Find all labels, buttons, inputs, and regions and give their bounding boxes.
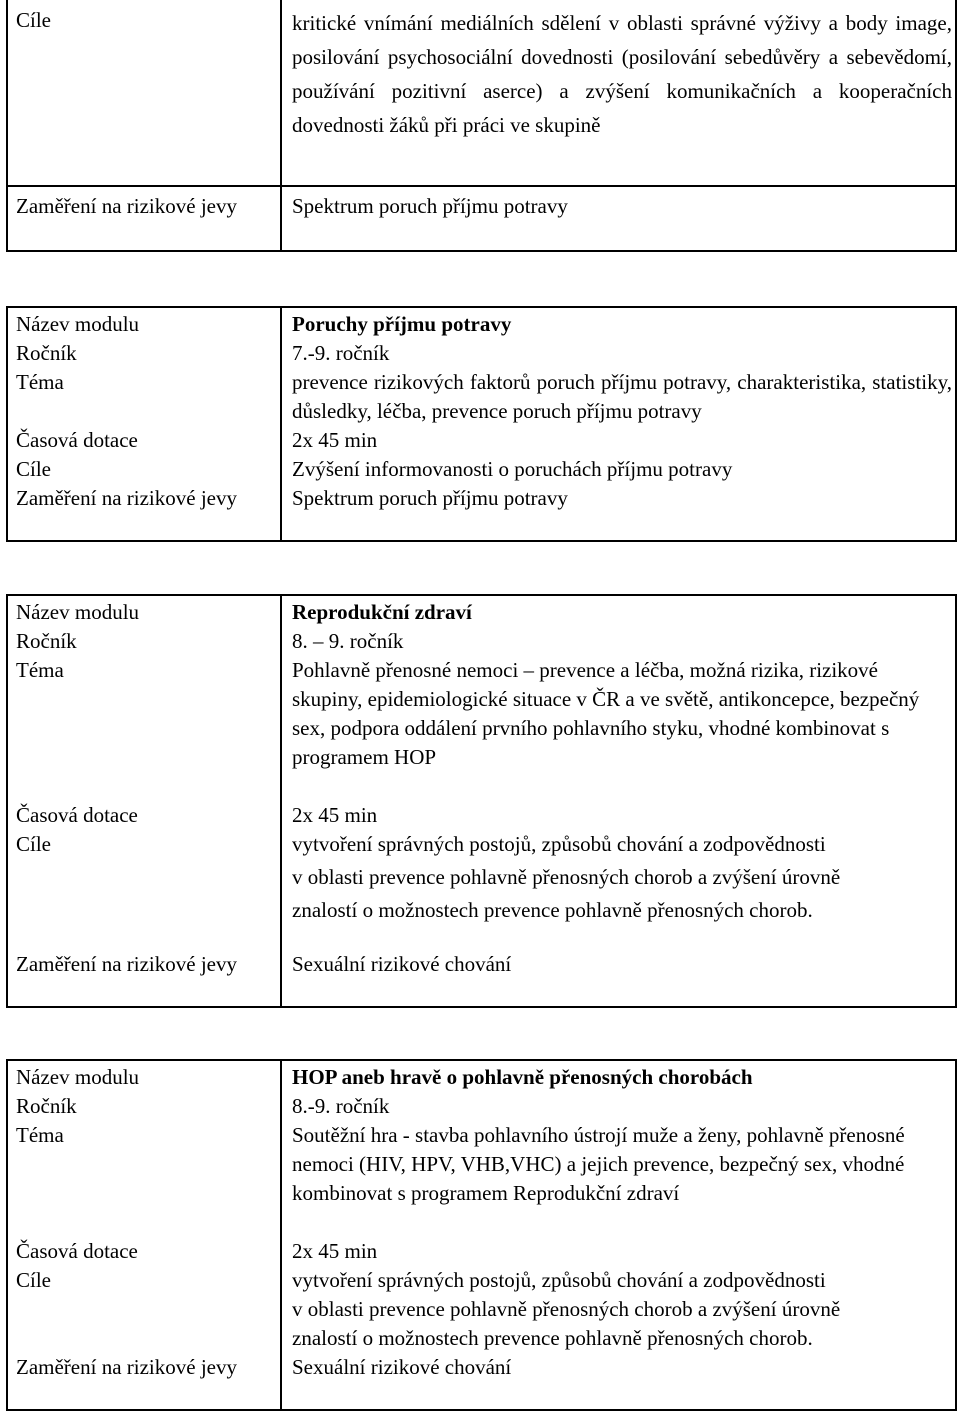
table-continued bbox=[6, 0, 957, 252]
label-nazev: Název modulu bbox=[16, 600, 140, 624]
value-cile-line-3: znalostí o možnostech prevence pohlavně přenosných chorob. bbox=[292, 898, 813, 922]
label-nazev: Název modulu bbox=[16, 312, 140, 336]
value-zamereni: Sexuální rizikové chování bbox=[292, 952, 512, 976]
value-cile-line-1: vytvoření správných postojů, způsobů chování a zodpovědnosti bbox=[292, 1268, 826, 1292]
value-cile-line-1: vytvoření správných postojů, způsobů chování a zodpovědnosti bbox=[292, 832, 826, 856]
label-zamereni: Zaměření na rizikové jevy bbox=[16, 194, 237, 218]
value-tema: prevence rizikových faktorů poruch příjmu potravy, charakteristika, statistiky, důsledky, léčba, prevence poruch příjmu potravy bbox=[292, 370, 952, 423]
label-zamereni: Zaměření na rizikové jevy bbox=[16, 952, 237, 976]
label-rocnik: Ročník bbox=[16, 629, 77, 653]
value-cile-line-3: znalostí o možnostech prevence pohlavně přenosných chorob. bbox=[292, 1326, 813, 1350]
value-rocnik: 8.-9. ročník bbox=[292, 1094, 390, 1118]
value-cile: kritické vnímání mediálních sdělení v oblasti správné výživy a body image, posilování psychosociální dovednosti (posilování sebedůvěry a sebevědomí, používání pozitivní aserce) a zvýšení komunikačních a kooperačních dovednosti žáků při práci ve skupině bbox=[292, 11, 952, 137]
value-cile-line-2: v oblasti prevence pohlavně přenosných chorob a zvýšení úrovně bbox=[292, 1297, 841, 1321]
label-zamereni: Zaměření na rizikové jevy bbox=[16, 486, 237, 510]
value-cile-line-2: v oblasti prevence pohlavně přenosných chorob a zvýšení úrovně bbox=[292, 865, 841, 889]
value-nazev: HOP aneb hravě o pohlavně přenosných chorobách bbox=[292, 1065, 753, 1089]
label-tema: Téma bbox=[16, 1123, 64, 1147]
value-rocnik: 7.-9. ročník bbox=[292, 341, 390, 365]
value-casova: 2x 45 min bbox=[292, 1239, 378, 1263]
value-zamereni: Spektrum poruch příjmu potravy bbox=[292, 486, 568, 510]
value-casova: 2x 45 min bbox=[292, 428, 378, 452]
label-zamereni: Zaměření na rizikové jevy bbox=[16, 1355, 237, 1379]
label-cile: Cíle bbox=[16, 832, 51, 856]
label-cile: Cíle bbox=[16, 1268, 51, 1292]
label-casova: Časová dotace bbox=[16, 428, 138, 452]
label-cile: Cíle bbox=[16, 457, 51, 481]
row-divider bbox=[8, 185, 955, 187]
table-module-poruchy bbox=[6, 306, 957, 542]
table-module-hop bbox=[6, 1059, 957, 1411]
value-tema: Pohlavně přenosné nemoci – prevence a léčba, možná rizika, rizikové skupiny, epidemiologické situace v ČR a ve světě, antikoncepce, bezpečný sex, podpora oddálení prvního pohlavního styku, vhodné kombinovat s programem HOP bbox=[292, 658, 920, 769]
label-rocnik: Ročník bbox=[16, 341, 77, 365]
label-casova: Časová dotace bbox=[16, 1239, 138, 1263]
value-tema: Soutěžní hra - stavba pohlavního ústrojí muže a ženy, pohlavně přenosné nemoci (HIV, HPV, VHB,VHC) a jejich prevence, bezpečný sex, vhodné kombinovat s programem Reprodukční zdraví bbox=[292, 1123, 905, 1205]
label-tema: Téma bbox=[16, 658, 64, 682]
value-nazev: Reprodukční zdraví bbox=[292, 600, 472, 624]
value-zamereni: Sexuální rizikové chování bbox=[292, 1355, 512, 1379]
value-cile: Zvýšení informovanosti o poruchách příjmu potravy bbox=[292, 457, 733, 481]
label-nazev: Název modulu bbox=[16, 1065, 140, 1089]
label-tema: Téma bbox=[16, 370, 64, 394]
table-module-reprodukcni bbox=[6, 594, 957, 1008]
label-rocnik: Ročník bbox=[16, 1094, 77, 1118]
value-rocnik: 8. – 9. ročník bbox=[292, 629, 404, 653]
label-cile: Cíle bbox=[16, 8, 51, 32]
value-zamereni: Spektrum poruch příjmu potravy bbox=[292, 194, 568, 218]
label-casova: Časová dotace bbox=[16, 803, 138, 827]
value-nazev: Poruchy příjmu potravy bbox=[292, 312, 512, 336]
value-casova: 2x 45 min bbox=[292, 803, 378, 827]
